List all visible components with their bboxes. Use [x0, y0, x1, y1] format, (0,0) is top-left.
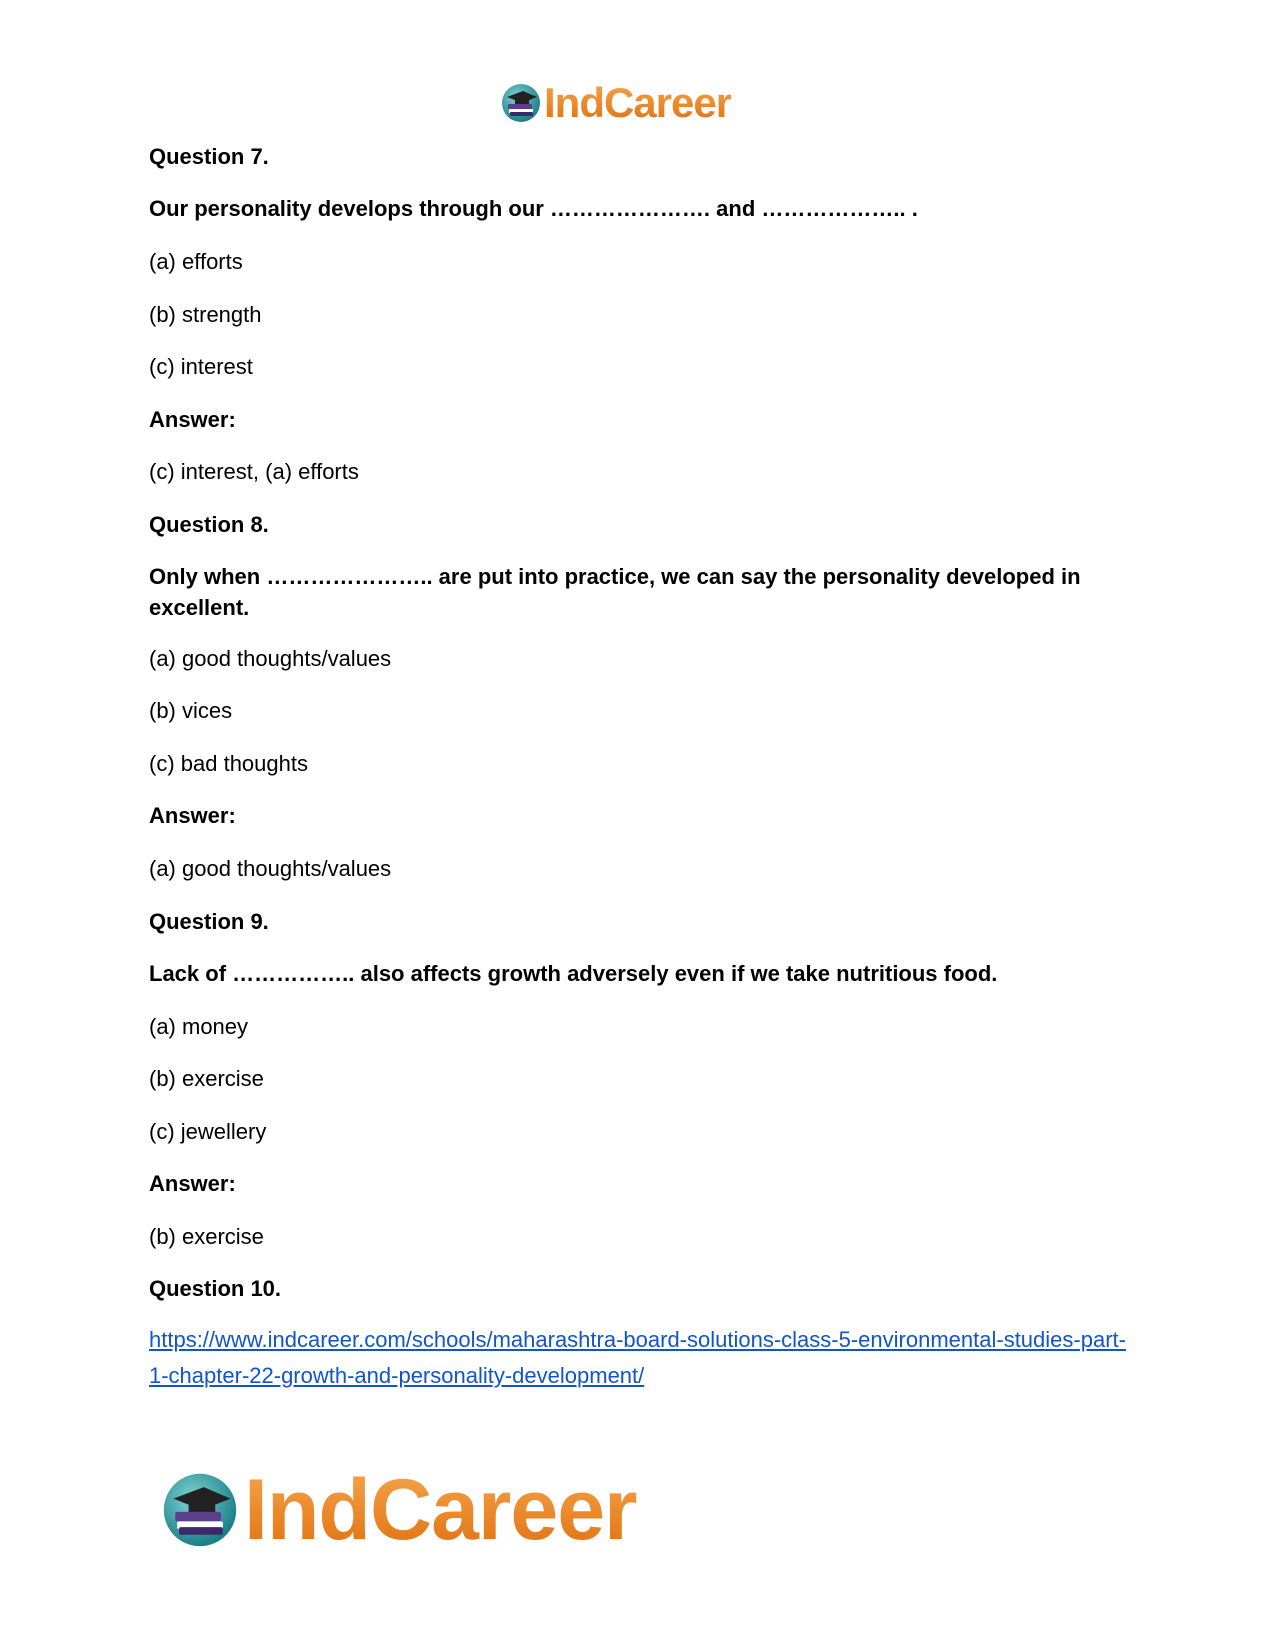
question-7-option-c: (c) interest — [149, 354, 253, 379]
logo-text: IndCareer — [544, 79, 732, 126]
graduation-book-icon — [160, 1470, 240, 1550]
question-9-option-a: (a) money — [149, 1014, 249, 1039]
question-9-option-c: (c) jewellery — [149, 1119, 267, 1144]
question-9-option-b: (b) exercise — [149, 1066, 264, 1091]
indcareer-logo-header — [500, 80, 731, 126]
question-7-answer: (c) interest, (a) efforts — [149, 459, 359, 484]
question-8-option-c: (c) bad thoughts — [149, 751, 308, 776]
logo-text: IndCareer — [244, 1462, 637, 1558]
question-8-heading: Question 8. — [149, 512, 269, 537]
question-8-option-a: (a) good thoughts/values — [149, 646, 392, 671]
question-8-text: Only when ………………….. are put into practice, we can say the personality developed in excellent. — [149, 564, 1081, 620]
question-8-answer: (a) good thoughts/values — [149, 856, 392, 881]
question-9-text: Lack of …………….. also affects growth adversely even if we take nutritious food. — [149, 961, 998, 986]
question-7-option-b: (b) strength — [149, 302, 262, 327]
question-9-answer-label: Answer: — [149, 1171, 236, 1196]
source-link[interactable]: https://www.indcareer.com/schools/maharashtra-board-solutions-class-5-environmental-studies-part-1-chapter-22-growth-and-personality-development/ — [149, 1327, 1126, 1388]
graduation-book-icon — [500, 82, 542, 124]
question-9-heading: Question 9. — [149, 909, 269, 934]
question-7-answer-label: Answer: — [149, 407, 236, 432]
question-7-text: Our personality develops through our …………………. and ……………….. . — [149, 196, 918, 221]
question-8-answer-label: Answer: — [149, 803, 236, 828]
question-8-option-b: (b) vices — [149, 698, 233, 723]
question-10-heading: Question 10. — [149, 1276, 282, 1301]
question-7-heading: Question 7. — [149, 144, 269, 169]
question-9-answer: (b) exercise — [149, 1224, 264, 1249]
indcareer-logo-footer — [160, 1462, 637, 1558]
question-7-option-a: (a) efforts — [149, 249, 243, 274]
